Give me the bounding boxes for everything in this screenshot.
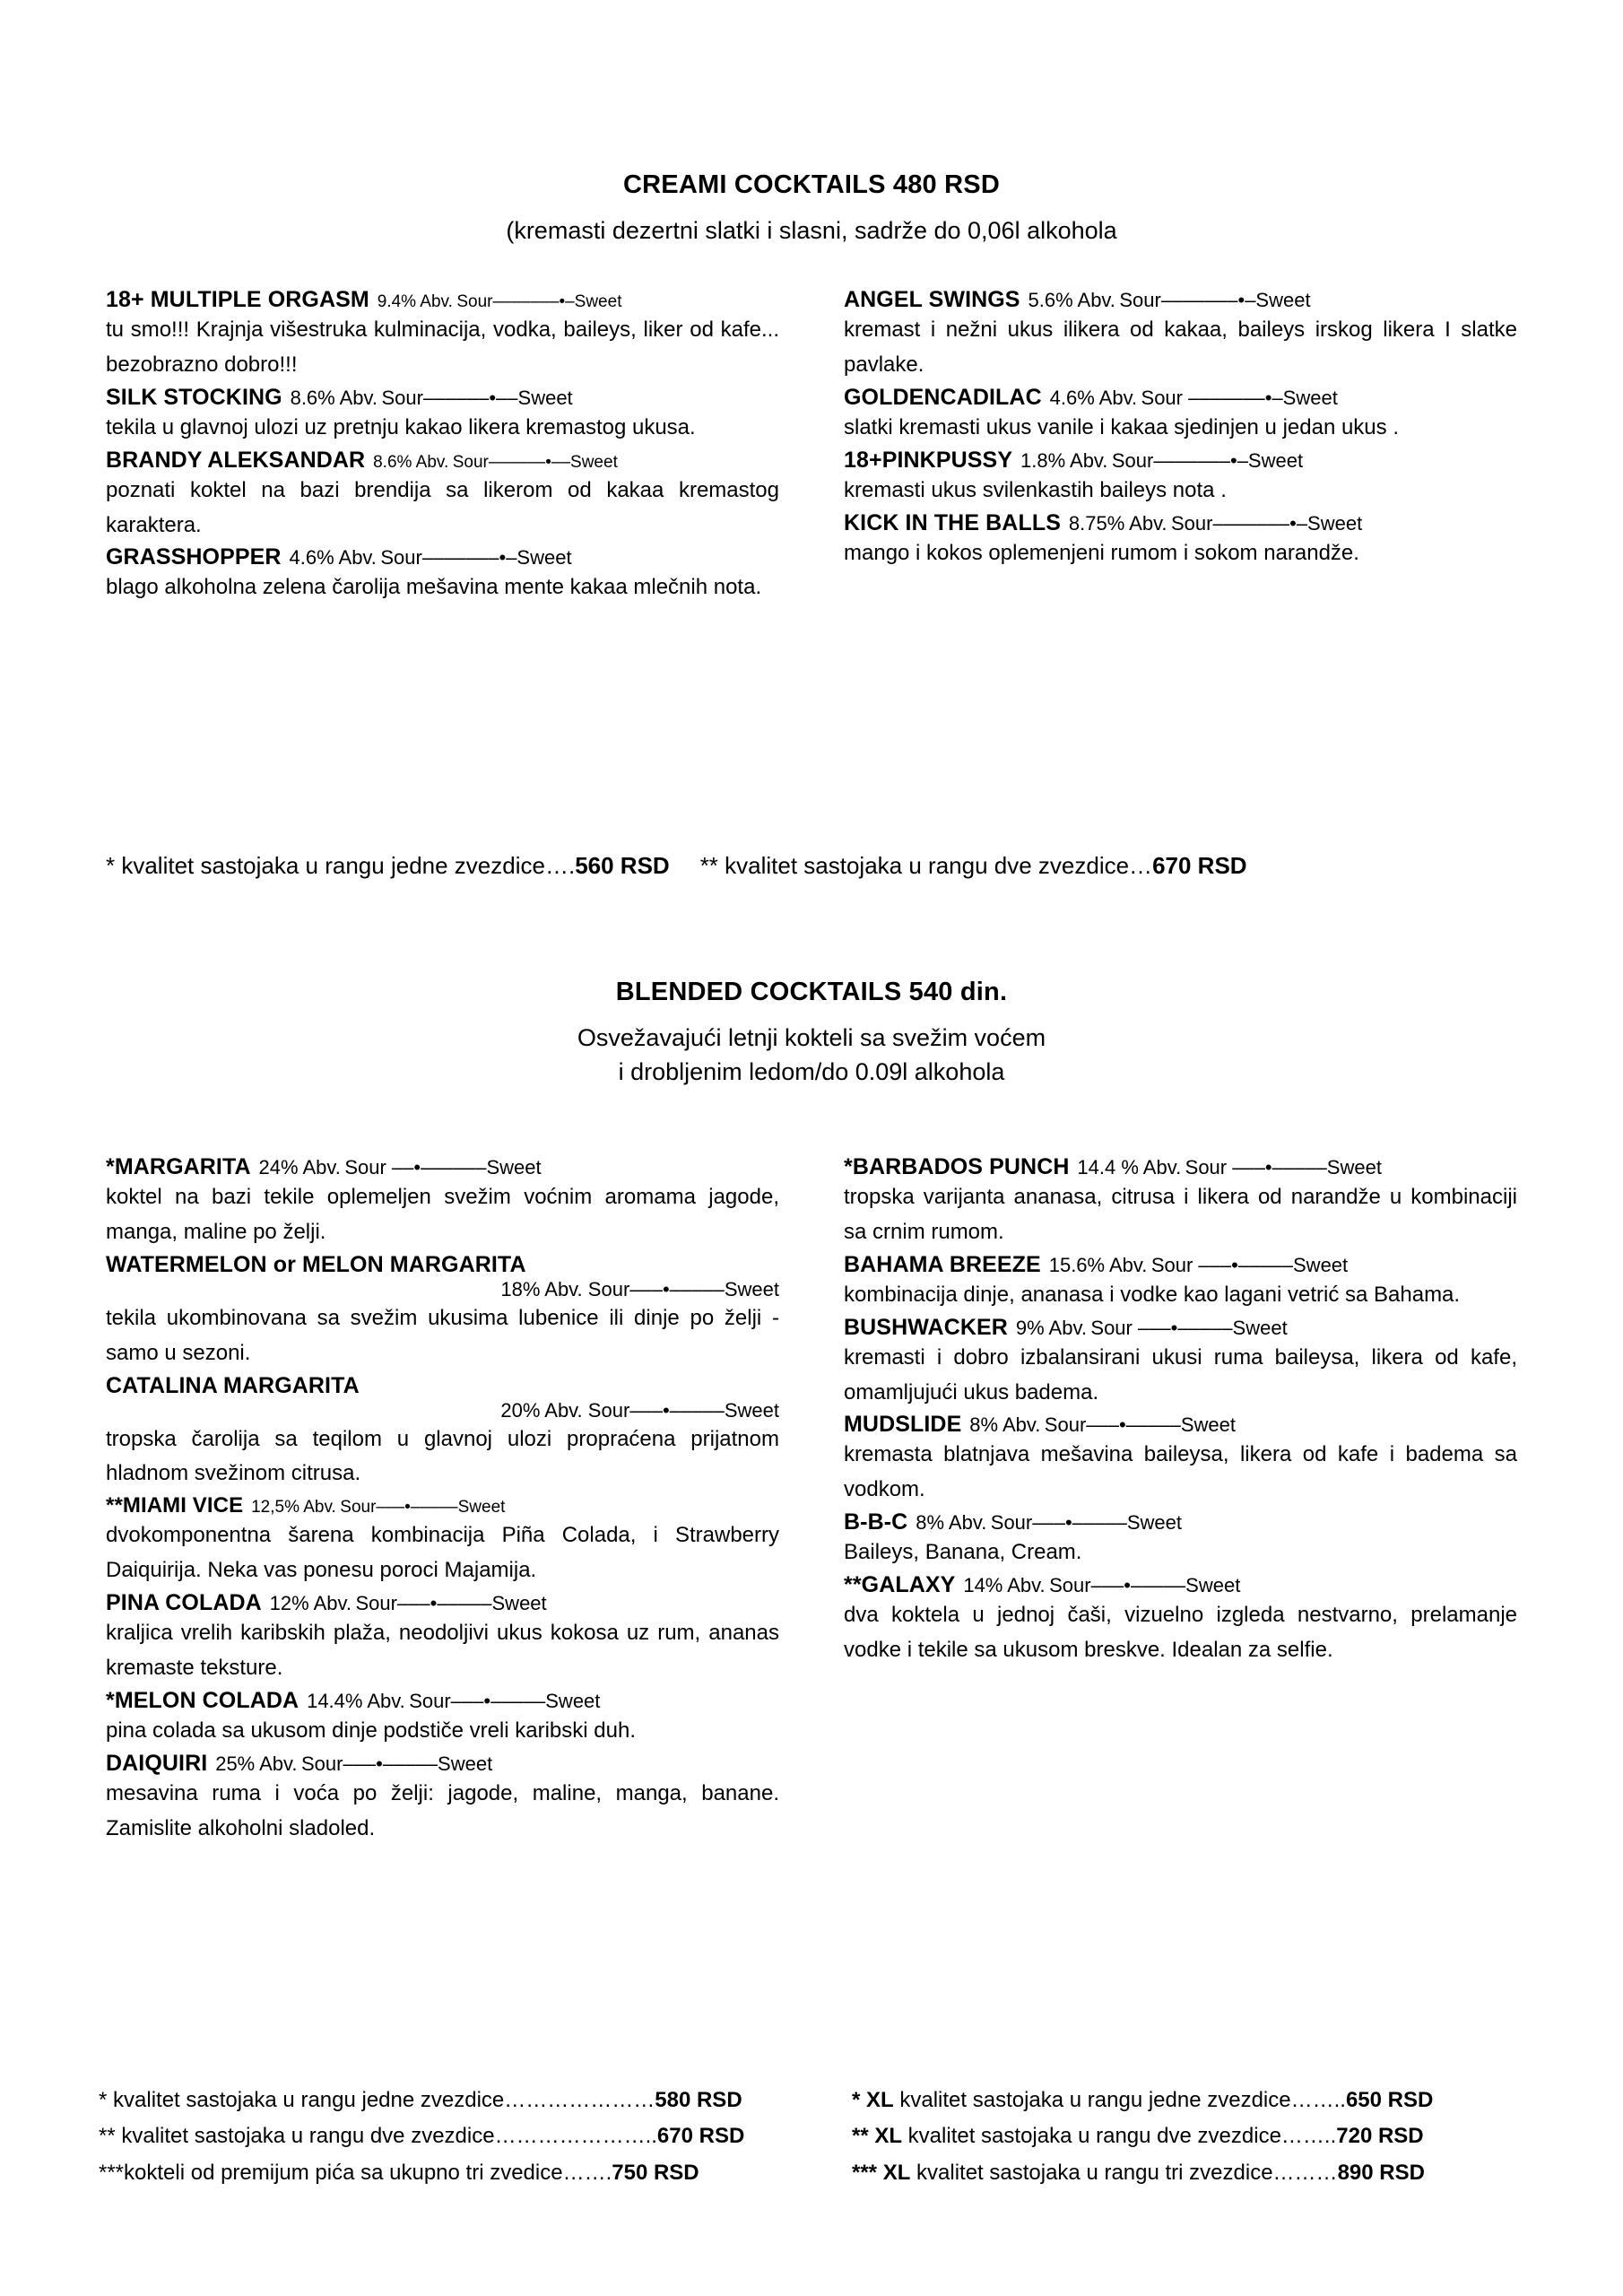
price-note-amount: 560 RSD	[575, 852, 670, 879]
blended-left-column	[106, 1152, 779, 1846]
cocktail-sweetness-scale: Sour––––––•––Sweet	[381, 386, 573, 409]
cocktail-abv: 18% Abv.	[500, 1277, 583, 1300]
price-note-text: ** kvalitet sastojaka u rangu dve zvezdice…	[699, 852, 1153, 879]
cocktail-abv: 1.8% Abv.	[1020, 448, 1108, 472]
cocktail-sweetness-scale: Sour ––•––––––Sweet	[344, 1156, 542, 1178]
cocktail-abv: 8.6% Abv.	[373, 452, 449, 472]
cocktail-sweetness-scale: Sour–––––––•–Sweet	[1119, 289, 1311, 311]
cocktail-name: WATERMELON or MELON MARGARITA	[106, 1251, 526, 1277]
cocktail-abv: 5.6% Abv.	[1028, 289, 1115, 311]
cocktail-description: kremast i nežni ukus ilikera od kakaa, baileys irskog likera I slatke pavlake.	[844, 317, 1517, 377]
cocktail-abv: 4.6% Abv.	[289, 546, 377, 570]
cocktail-abv: 20% Abv.	[500, 1398, 583, 1422]
cocktail-sweetness-scale: Sour––––––•––Sweet	[452, 452, 618, 472]
cocktail-abv: 12% Abv.	[269, 1592, 352, 1614]
cocktail-abv: 8% Abv.	[916, 1511, 987, 1535]
cocktail-sweetness-scale: Sour–––––––•–Sweet	[380, 546, 572, 570]
cocktail-description: kombinacija dinje, ananasa i vodke kao lagani vetrić sa Bahama.	[844, 1282, 1461, 1307]
cocktail-sweetness-scale: Sour –––•–––––Sweet	[1150, 1253, 1349, 1276]
price-note	[700, 852, 1247, 880]
cocktail-sweetness-scale: Sour–––•–––––Sweet	[409, 1689, 601, 1712]
cocktail-abv: 9.4% Abv.	[377, 292, 453, 311]
cocktail-name: BUSHWACKER	[844, 1314, 1008, 1340]
cocktail-description: kremasti ukus svilenkastih baileys nota .	[844, 477, 1227, 502]
cocktail-abv: 14% Abv.	[963, 1574, 1046, 1596]
cocktail-entry	[106, 1751, 779, 1847]
footnote-text: ***kokteli od premijum pića sa ukupno tri zvedice…….	[99, 2160, 612, 2185]
cocktail-sweetness-scale: Sour –––•–––––Sweet	[1185, 1156, 1382, 1178]
cocktail-name: KICK IN THE BALLS	[844, 509, 1061, 535]
cocktail-description: tekila u glavnoj ulozi uz pretnju kakao likera kremastog ukusa.	[106, 414, 696, 439]
cocktail-entry	[106, 287, 779, 383]
cocktail-entry	[844, 1252, 1517, 1313]
cocktail-abv: 9% Abv.	[1015, 1316, 1087, 1339]
cocktail-name: BAHAMA BREEZE	[844, 1251, 1041, 1277]
cocktail-abv-scale	[106, 1399, 779, 1422]
footnote-line	[99, 2155, 816, 2191]
footnote-line	[99, 2118, 816, 2154]
cocktail-description: blago alkoholna zelena čarolija mešavina mente kakaa mlečnih nota.	[106, 575, 762, 600]
blended-subheading-line-2: i drobljenim ledom/do 0.09l alkohola	[618, 1058, 1005, 1086]
cocktail-name: CATALINA MARGARITA	[106, 1372, 360, 1398]
cocktail-abv: 12,5% Abv.	[251, 1498, 336, 1518]
cocktail-sweetness-scale: Sour –––––––•–Sweet	[1141, 386, 1338, 409]
blended-subheading-line-1: Osvežavajući letnji kokteli sa svežim voćem	[577, 1024, 1046, 1051]
blended-right-column	[844, 1152, 1517, 1668]
cocktail-entry	[106, 544, 779, 605]
cocktail-entry	[106, 1590, 779, 1686]
cocktail-sweetness-scale: Sour–––•–––––Sweet	[1044, 1413, 1236, 1437]
cocktail-description: kremasti i dobro izbalansirani ukusi ruma baileysa, likera od kafe, omamljujući ukus badema.	[844, 1344, 1517, 1405]
footnote-prefix: *** XL	[852, 2160, 911, 2185]
cocktail-sweetness-scale: Sour–––•–––––Sweet	[587, 1398, 779, 1422]
cocktail-abv: 14.4% Abv.	[307, 1689, 405, 1712]
cocktail-entry	[106, 1373, 779, 1492]
cocktail-name: *BARBADOS PUNCH	[844, 1154, 1070, 1179]
blended-section-subheading	[0, 1021, 1623, 1090]
footnote-line	[852, 2118, 1569, 2154]
price-note-text: * kvalitet sastojaka u rangu jedne zvezdice….	[106, 852, 576, 879]
footnote-line	[852, 2083, 1569, 2118]
creami-section-subheading: (kremasti dezertni slatki i slasni, sadrže do 0,06l alkohola	[506, 217, 1117, 244]
cocktail-entry	[844, 1509, 1517, 1570]
cocktail-entry	[106, 1688, 779, 1749]
footnote-amount: 720 RSD	[1336, 2124, 1424, 2149]
cocktail-description: poznati koktel na bazi brendija sa likerom od kakaa kremastog karaktera.	[106, 477, 779, 537]
cocktail-name: *MELON COLADA	[106, 1687, 299, 1713]
cocktail-abv: 25% Abv.	[215, 1752, 298, 1775]
cocktail-entry	[844, 385, 1517, 446]
footnotes-left-column	[99, 2083, 816, 2191]
cocktail-sweetness-scale: Sour–––––––•–Sweet	[456, 292, 622, 311]
cocktail-name: SILK STOCKING	[106, 384, 282, 410]
cocktail-description: kremasta blatnjava mešavina baileysa, likera od kafe i badema sa vodkom.	[844, 1442, 1517, 1502]
blended-footnotes	[99, 2083, 1569, 2191]
cocktail-description: tekila ukombinovana sa svežim ukusima lubenice ili dinje po želji - samo u sezoni.	[106, 1305, 779, 1365]
cocktail-abv: 14.4 % Abv.	[1077, 1156, 1182, 1178]
cocktail-entry	[106, 1252, 779, 1371]
footnote-amount: 750 RSD	[612, 2160, 699, 2185]
cocktail-sweetness-scale: Sour–––•–––––Sweet	[340, 1498, 506, 1518]
cocktail-sweetness-scale: Sour–––•–––––Sweet	[355, 1592, 547, 1614]
cocktail-entry	[106, 448, 779, 544]
cocktail-sweetness-scale: Sour–––––––•–Sweet	[1111, 448, 1304, 472]
footnote-line	[852, 2155, 1569, 2191]
cocktail-abv: 24% Abv.	[258, 1156, 341, 1178]
cocktail-sweetness-scale: Sour–––––––•–Sweet	[1171, 511, 1363, 535]
cocktail-entry	[106, 385, 779, 446]
price-note	[106, 852, 670, 880]
cocktail-description: mango i kokos oplemenjeni rumom i sokom narandže.	[844, 540, 1359, 565]
cocktail-abv: 8% Abv.	[969, 1413, 1041, 1437]
cocktail-entry	[106, 1154, 779, 1250]
cocktail-description: dvokomponentna šarena kombinacija Piña Colada, i Strawberry Daiquirija. Neka vas ponesu poroci Majamija.	[106, 1523, 779, 1583]
cocktail-sweetness-scale: Sour–––•–––––Sweet	[587, 1277, 779, 1300]
cocktail-name: PINA COLADA	[106, 1590, 262, 1615]
blended-section-heading: BLENDED COCKTAILS 540 din.	[615, 978, 1008, 1006]
cocktail-description: mesavina ruma i voća po želji: jagode, maline, manga, banane. Zamislite alkoholni sladoled.	[106, 1780, 779, 1840]
cocktail-description: koktel na bazi tekile oplemeljen svežim voćnim aromama jagode, manga, maline po želji.	[106, 1185, 779, 1244]
cocktail-description: tropska čarolija sa teqilom u glavnoj ulozi propraćena prijatnom hladnom svežinom citrusa.	[106, 1426, 779, 1486]
price-note-amount: 670 RSD	[1152, 852, 1247, 879]
cocktail-entry	[844, 287, 1517, 383]
cocktail-name: **MIAMI VICE	[106, 1493, 244, 1518]
cocktail-entry	[844, 1572, 1517, 1668]
footnote-text: ** kvalitet sastojaka u rangu dve zvezdice…………………..	[99, 2124, 657, 2149]
cocktail-name: B-B-C	[844, 1509, 908, 1535]
cocktail-sweetness-scale: Sour–––•–––––Sweet	[990, 1511, 1182, 1535]
cocktail-entry	[106, 1493, 779, 1588]
cocktail-description: Baileys, Banana, Cream.	[844, 1540, 1082, 1565]
footnote-prefix: ** XL	[852, 2124, 903, 2149]
cocktail-name: *MARGARITA	[106, 1154, 251, 1179]
footnote-text: kvalitet sastojaka u rangu tri zvezdice………	[910, 2160, 1338, 2185]
footnote-amount: 580 RSD	[655, 2088, 742, 2112]
cocktail-name: ANGEL SWINGS	[844, 287, 1020, 312]
cocktail-name: GOLDENCADILAC	[844, 384, 1042, 410]
cocktail-sweetness-scale: Sour–––•–––––Sweet	[300, 1752, 493, 1775]
creami-section-heading: CREAMI COCKTAILS 480 RSD	[623, 170, 1000, 199]
cocktail-entry	[844, 510, 1517, 571]
cocktail-name: BRANDY ALEKSANDAR	[106, 447, 366, 473]
footnote-text: kvalitet sastojaka u rangu dve zvezdice……..	[902, 2124, 1337, 2149]
cocktail-description: kraljica vrelih karibskih plaža, neodoljivi ukus kokosa uz rum, ananas kremaste teksture.	[106, 1621, 779, 1680]
cocktail-abv: 4.6% Abv.	[1049, 386, 1138, 409]
cocktail-sweetness-scale: Sour–––•–––––Sweet	[1049, 1574, 1241, 1596]
cocktail-name: MUDSLIDE	[844, 1412, 962, 1438]
footnote-text: kvalitet sastojaka u rangu jedne zvezdice……..	[893, 2088, 1346, 2112]
footnote-amount: 670 RSD	[656, 2124, 745, 2149]
cocktail-description: pina colada sa ukusom dinje podstiče vreli karibski duh.	[106, 1718, 636, 1743]
cocktail-abv: 8.6% Abv.	[290, 386, 378, 409]
cocktail-name: 18+ MULTIPLE ORGASM	[106, 287, 369, 312]
creami-right-column	[844, 285, 1517, 570]
creami-price-notes	[106, 852, 1558, 880]
cocktail-sweetness-scale: Sour –––•–––––Sweet	[1090, 1316, 1288, 1339]
cocktail-name: GRASSHOPPER	[106, 544, 282, 570]
creami-items-columns	[106, 285, 1517, 605]
cocktail-name: DAIQUIRI	[106, 1750, 208, 1776]
cocktail-entry	[844, 1412, 1517, 1508]
cocktail-entry	[844, 448, 1517, 509]
cocktail-description: tu smo!!! Krajnja višestruka kulminacija, vodka, baileys, liker od kafe... bezobrazno dobro!!!	[106, 317, 779, 377]
blended-items-columns	[106, 1152, 1517, 1846]
footnotes-right-column	[852, 2083, 1569, 2191]
cocktail-entry	[844, 1315, 1517, 1411]
footnote-text: * kvalitet sastojaka u rangu jedne zvezdice…………………	[99, 2088, 655, 2112]
footnote-line	[99, 2083, 816, 2118]
cocktail-entry	[844, 1154, 1517, 1250]
creami-left-column	[106, 285, 779, 605]
cocktail-description: dva koktela u jednoj čaši, vizuelno izgleda nestvarno, prelamanje vodke i tekile sa ukusom breskve. Idealan za selfie.	[844, 1603, 1517, 1662]
cocktail-abv-scale	[106, 1278, 779, 1301]
cocktail-description: slatki kremasti ukus vanile i kakaa sjedinjen u jedan ukus .	[844, 414, 1399, 439]
cocktail-abv: 15.6% Abv.	[1048, 1253, 1148, 1276]
cocktail-name: **GALAXY	[844, 1572, 956, 1597]
cocktail-abv: 8.75% Abv.	[1068, 511, 1167, 535]
cocktail-name: 18+PINKPUSSY	[844, 447, 1013, 473]
footnote-prefix: * XL	[852, 2088, 894, 2112]
cocktail-description: tropska varijanta ananasa, citrusa i likera od narandže u kombinaciji sa crnim rumom.	[844, 1185, 1517, 1244]
footnote-amount: 650 RSD	[1345, 2088, 1434, 2112]
footnote-amount: 890 RSD	[1337, 2160, 1425, 2185]
